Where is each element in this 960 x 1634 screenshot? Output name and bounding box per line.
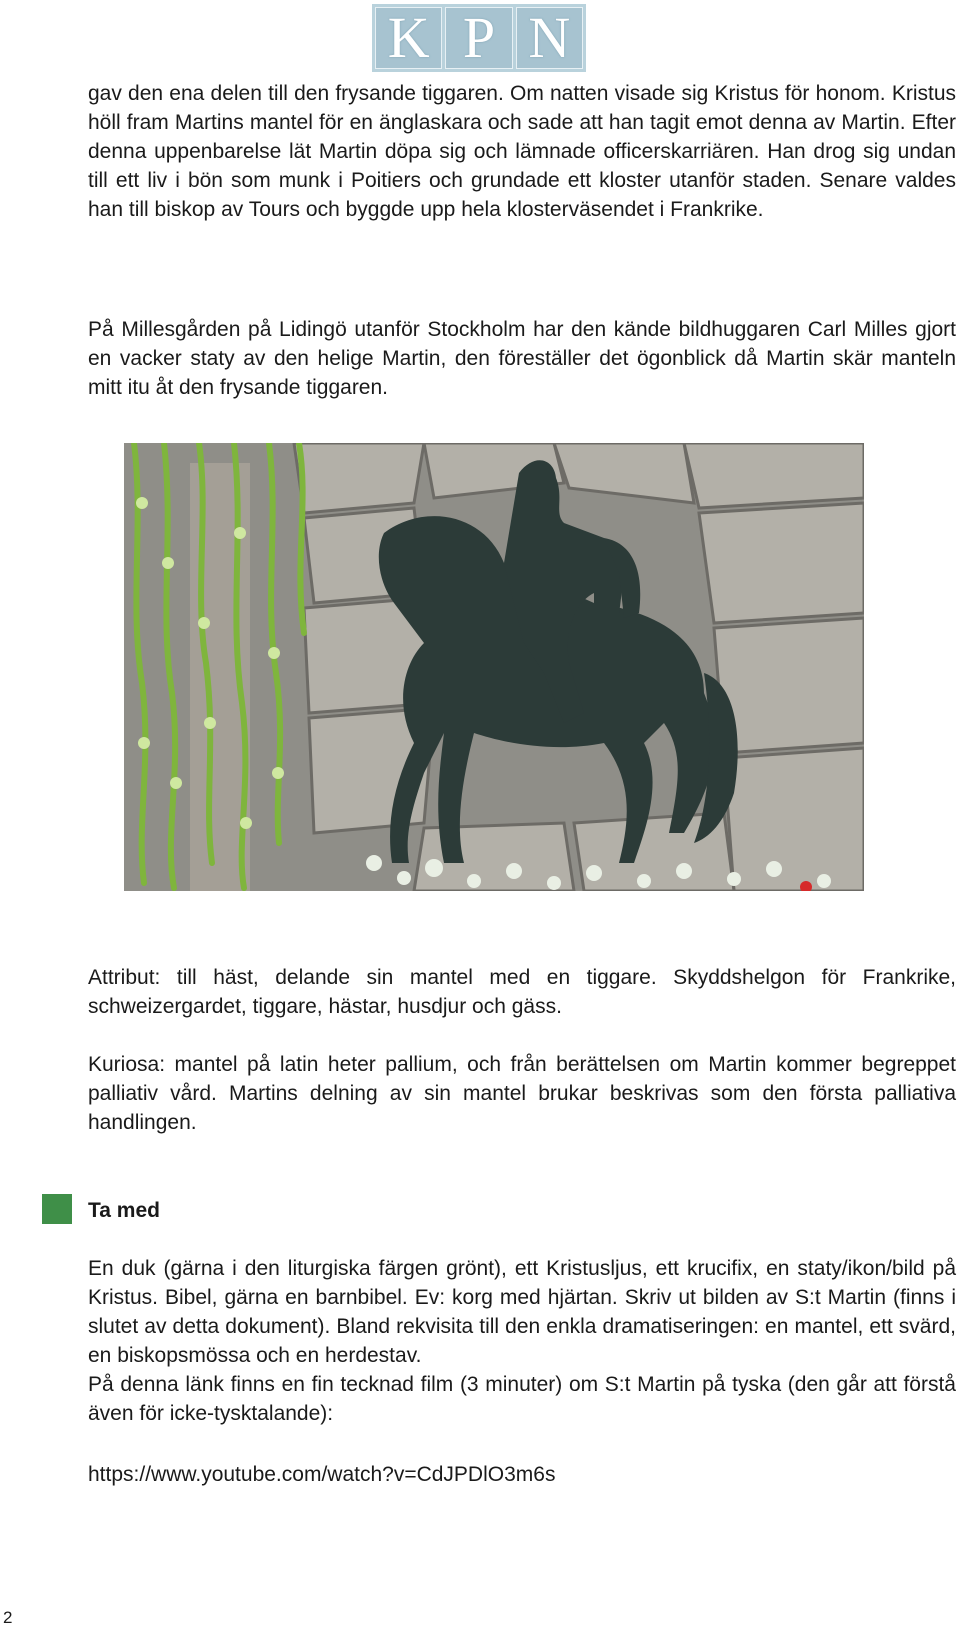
paragraph-ta-med-items: En duk (gärna i den liturgiska färgen grönt), ett Kristusljus, ett krucifix, en staty/ikon/bild på Kristus. Bibel, gärna en barnbibel. Ev: korg med hjärtan. Skriv ut bilden av S:t Martin (finns i slutet av detta dokument). Bland rekvisita till den enkla dramatiseringen: en mantel, ett svärd, en biskopsmössa och en herdestav.	[88, 1257, 956, 1367]
logo-letter-k: K	[375, 7, 442, 69]
paragraph-martin-story: gav den ena delen till den frysande tiggaren. Om natten visade sig Kristus för honom. Kristus höll fram Martins mantel för en änglaskara och sade att han tagit emot denna av Martin. Efter denna uppenbarelse lät Martin döpa sig och lämnade officerskarriären. Han drog sig undan till ett liv i bön som munk i Poitiers och grundade ett kloster utanför staden. Senare valdes han till biskop av Tours och byggde upp hela klosterväsendet i Frankrike.	[88, 82, 956, 221]
statue-photo	[124, 443, 864, 891]
logo-letter-p: P	[445, 7, 512, 69]
logo-letter-n: N	[516, 7, 583, 69]
paragraph-millesgarden: På Millesgården på Lidingö utanför Stockholm har den kände bildhuggaren Carl Milles gjort en vacker staty av den helige Martin, den föreställer det ögonblick då Martin skär manteln mitt itu åt den frysande tiggaren.	[88, 318, 956, 399]
paragraph-kuriosa: Kuriosa: mantel på latin heter pallium, och från berättelsen om Martin kommer begreppet palliativ vård. Martins delning av sin mantel brukar beskrivas som den första palliativa handlingen.	[88, 1053, 956, 1134]
page-number: 2	[3, 1608, 13, 1627]
section-marker-square	[42, 1194, 72, 1224]
section-title-ta-med: Ta med	[88, 1199, 160, 1222]
kpn-logo	[372, 4, 586, 72]
paragraph-attribut: Attribut: till häst, delande sin mantel med en tiggare. Skyddshelgon för Frankrike, schweizergardet, tiggare, hästar, husdjur och gäss.	[88, 966, 956, 1018]
paragraph-film-link-intro: På denna länk finns en fin tecknad film (3 minuter) om S:t Martin på tyska (den går att förstå även för icke-tysktalande):	[88, 1373, 956, 1425]
youtube-link[interactable]: https://www.youtube.com/watch?v=CdJPDlO3m6s	[88, 1463, 556, 1486]
